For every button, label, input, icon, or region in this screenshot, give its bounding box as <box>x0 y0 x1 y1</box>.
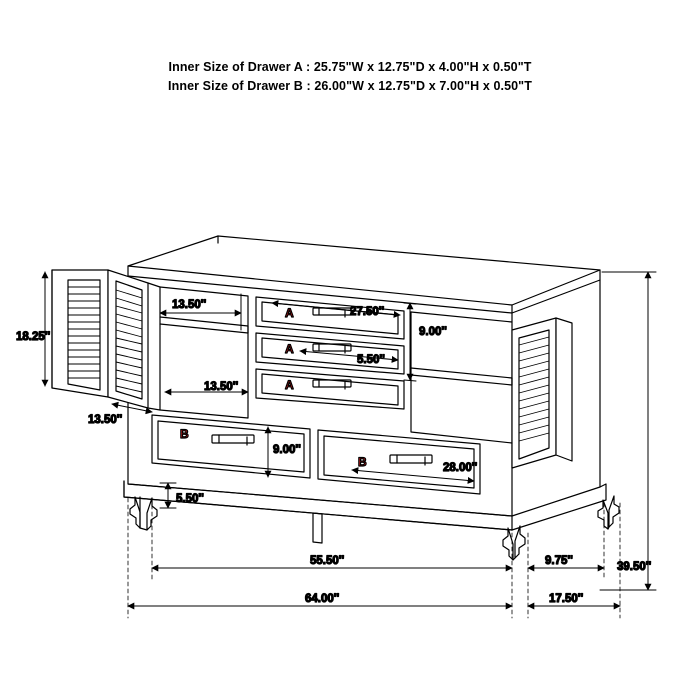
label-door-depth: 13.50'' <box>88 414 123 426</box>
label-shelf-left-width: 13.50'' <box>172 299 207 311</box>
drawer-b-inner-size-note: Inner Size of Drawer B : 26.00"W x 12.75"D x 7.00"H x 0.50"T <box>168 79 532 93</box>
label-drawer-a-3: A <box>285 378 294 392</box>
leg-front-right <box>503 526 525 560</box>
label-right-section-width: 17.50'' <box>549 593 584 605</box>
label-drawer-a-2: A <box>285 342 294 356</box>
label-drawer-b-right-width: 28.00'' <box>443 462 478 474</box>
label-drawer-a-top-width: 27.50'' <box>350 306 385 318</box>
label-shelf-left-width2: 13.50'' <box>204 381 239 393</box>
label-drawer-bank-height: 9.00'' <box>419 326 447 338</box>
base-moulding <box>124 481 606 530</box>
label-total-width: 64.00'' <box>305 593 340 605</box>
leg-center <box>313 513 322 543</box>
label-left-door-height: 18.25'' <box>16 331 51 343</box>
label-drawer-a-mid-height: 5.50'' <box>357 354 385 366</box>
leg-front-left <box>130 497 157 530</box>
right-door-open <box>512 318 572 468</box>
label-drawer-b-left-height: 9.00'' <box>273 444 301 456</box>
label-foot-height: 5.50'' <box>176 493 204 505</box>
left-door-open <box>52 270 148 408</box>
label-drawer-b-2: B <box>358 455 367 469</box>
label-drawer-b-1: B <box>180 427 189 441</box>
label-body-width: 55.50'' <box>310 555 345 567</box>
label-total-height: 39.50'' <box>617 561 652 573</box>
drawer-a-inner-size-note: Inner Size of Drawer A : 25.75"W x 12.75"D x 4.00"H x 0.50"T <box>168 60 532 74</box>
label-right-overhang: 9.75'' <box>545 555 573 567</box>
drawer-a-bottom <box>256 369 404 409</box>
label-drawer-a-1: A <box>285 306 294 320</box>
